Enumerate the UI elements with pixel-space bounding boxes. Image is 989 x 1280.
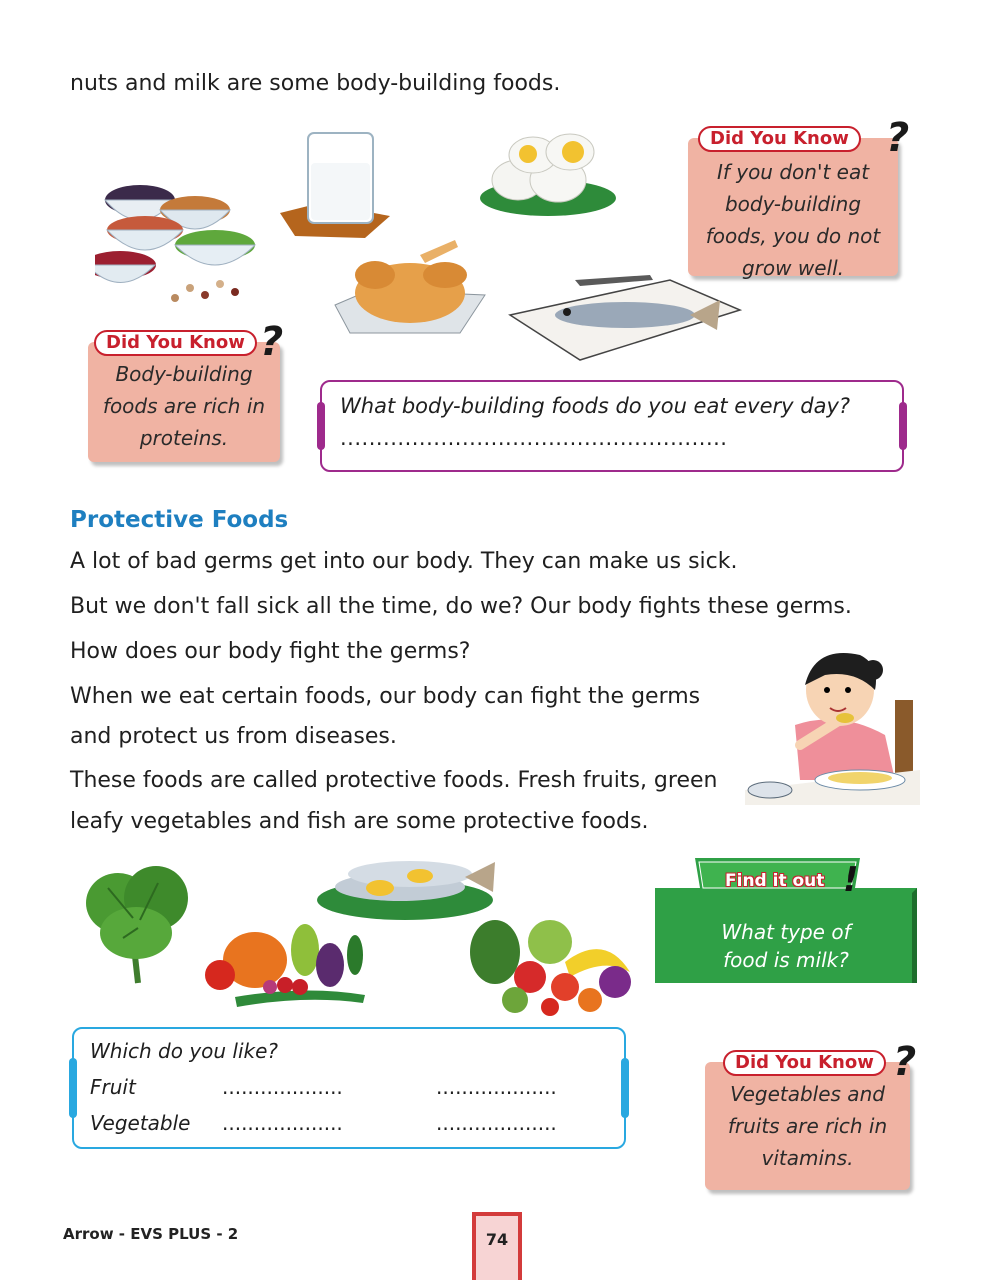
footer-book-title: Arrow - EVS PLUS - 2 [63, 1225, 239, 1243]
like-box [72, 1027, 626, 1149]
paragraph-line: and protect us from diseases. [70, 724, 397, 749]
page-number: 74 [472, 1212, 522, 1280]
note-line: Vegetables and [730, 1082, 885, 1106]
did-you-know-tag: Did You Know [723, 1050, 886, 1076]
fruit-label: Fruit [90, 1075, 136, 1099]
vegetable-label: Vegetable [90, 1111, 191, 1135]
roast-chicken-image [330, 235, 490, 335]
fish-on-board-image [505, 270, 745, 365]
note-line: vitamins. [761, 1146, 854, 1170]
question-text: What body-building foods do you eat every day? [340, 394, 851, 418]
bracket-cap-left [317, 402, 325, 450]
bracket-cap-right [621, 1058, 629, 1118]
vegetable-blank-2[interactable]: ................... [436, 1111, 557, 1135]
like-question: Which do you like? [90, 1039, 279, 1063]
answer-blank[interactable]: ...................................................... [340, 426, 728, 450]
note-line: Body-building [115, 362, 253, 386]
note-line: foods, you do not [705, 224, 881, 248]
find-it-out-box [655, 858, 917, 983]
note-line: foods are rich in [102, 394, 266, 418]
fruit-blank-2[interactable]: ................... [436, 1075, 557, 1099]
paragraph-line: leafy vegetables and fish are some protective foods. [70, 809, 649, 834]
did-you-know-tag: Did You Know [94, 330, 257, 356]
paragraph-line: How does our body fight the germs? [70, 639, 471, 664]
did-you-know-note-1 [688, 115, 910, 280]
exclamation-icon: ! [843, 860, 859, 900]
paragraph-line: A lot of bad germs get into our body. They can make us sick. [70, 549, 738, 574]
find-it-out-tag: Find it out [725, 871, 825, 891]
section-heading: Protective Foods [70, 507, 289, 533]
did-you-know-note-2 [88, 319, 284, 462]
note-line: grow well. [741, 256, 844, 280]
question-box [320, 380, 904, 472]
boiled-eggs-image [478, 130, 618, 220]
question-mark-icon: ? [260, 319, 284, 365]
bracket-cap-left [69, 1058, 77, 1118]
question-mark-icon: ? [893, 1039, 917, 1085]
find-it-out-line: food is milk? [723, 948, 849, 972]
did-you-know-tag: Did You Know [698, 126, 861, 152]
vegetable-blank-1[interactable]: ................... [222, 1111, 343, 1135]
paragraph-line: But we don't fall sick all the time, do we? Our body fights these germs. [70, 594, 852, 619]
find-it-out-line: What type of [721, 920, 851, 944]
glass-of-milk-image [280, 128, 395, 243]
pulses-bowls-image [95, 170, 270, 305]
note-line: body-building [724, 192, 862, 216]
did-you-know-note-3 [705, 1039, 917, 1190]
top-text-line: nuts and milk are some body-building foods. [70, 71, 561, 96]
note-line: fruits are rich in [727, 1114, 888, 1138]
fruit-blank-1[interactable]: ................... [222, 1075, 343, 1099]
question-mark-icon: ? [886, 115, 910, 161]
fruits-basket-image [455, 912, 640, 1017]
note-line: If you don't eat [716, 160, 870, 184]
note-line: proteins. [139, 426, 229, 450]
paragraph-line: These foods are called protective foods. Fresh fruits, green [70, 768, 718, 793]
vegetables-image [195, 915, 375, 1015]
bracket-cap-right [899, 402, 907, 450]
paragraph-line: When we eat certain foods, our body can fight the germs [70, 684, 701, 709]
girl-eating-image [745, 640, 920, 805]
spinach-image [78, 858, 198, 988]
